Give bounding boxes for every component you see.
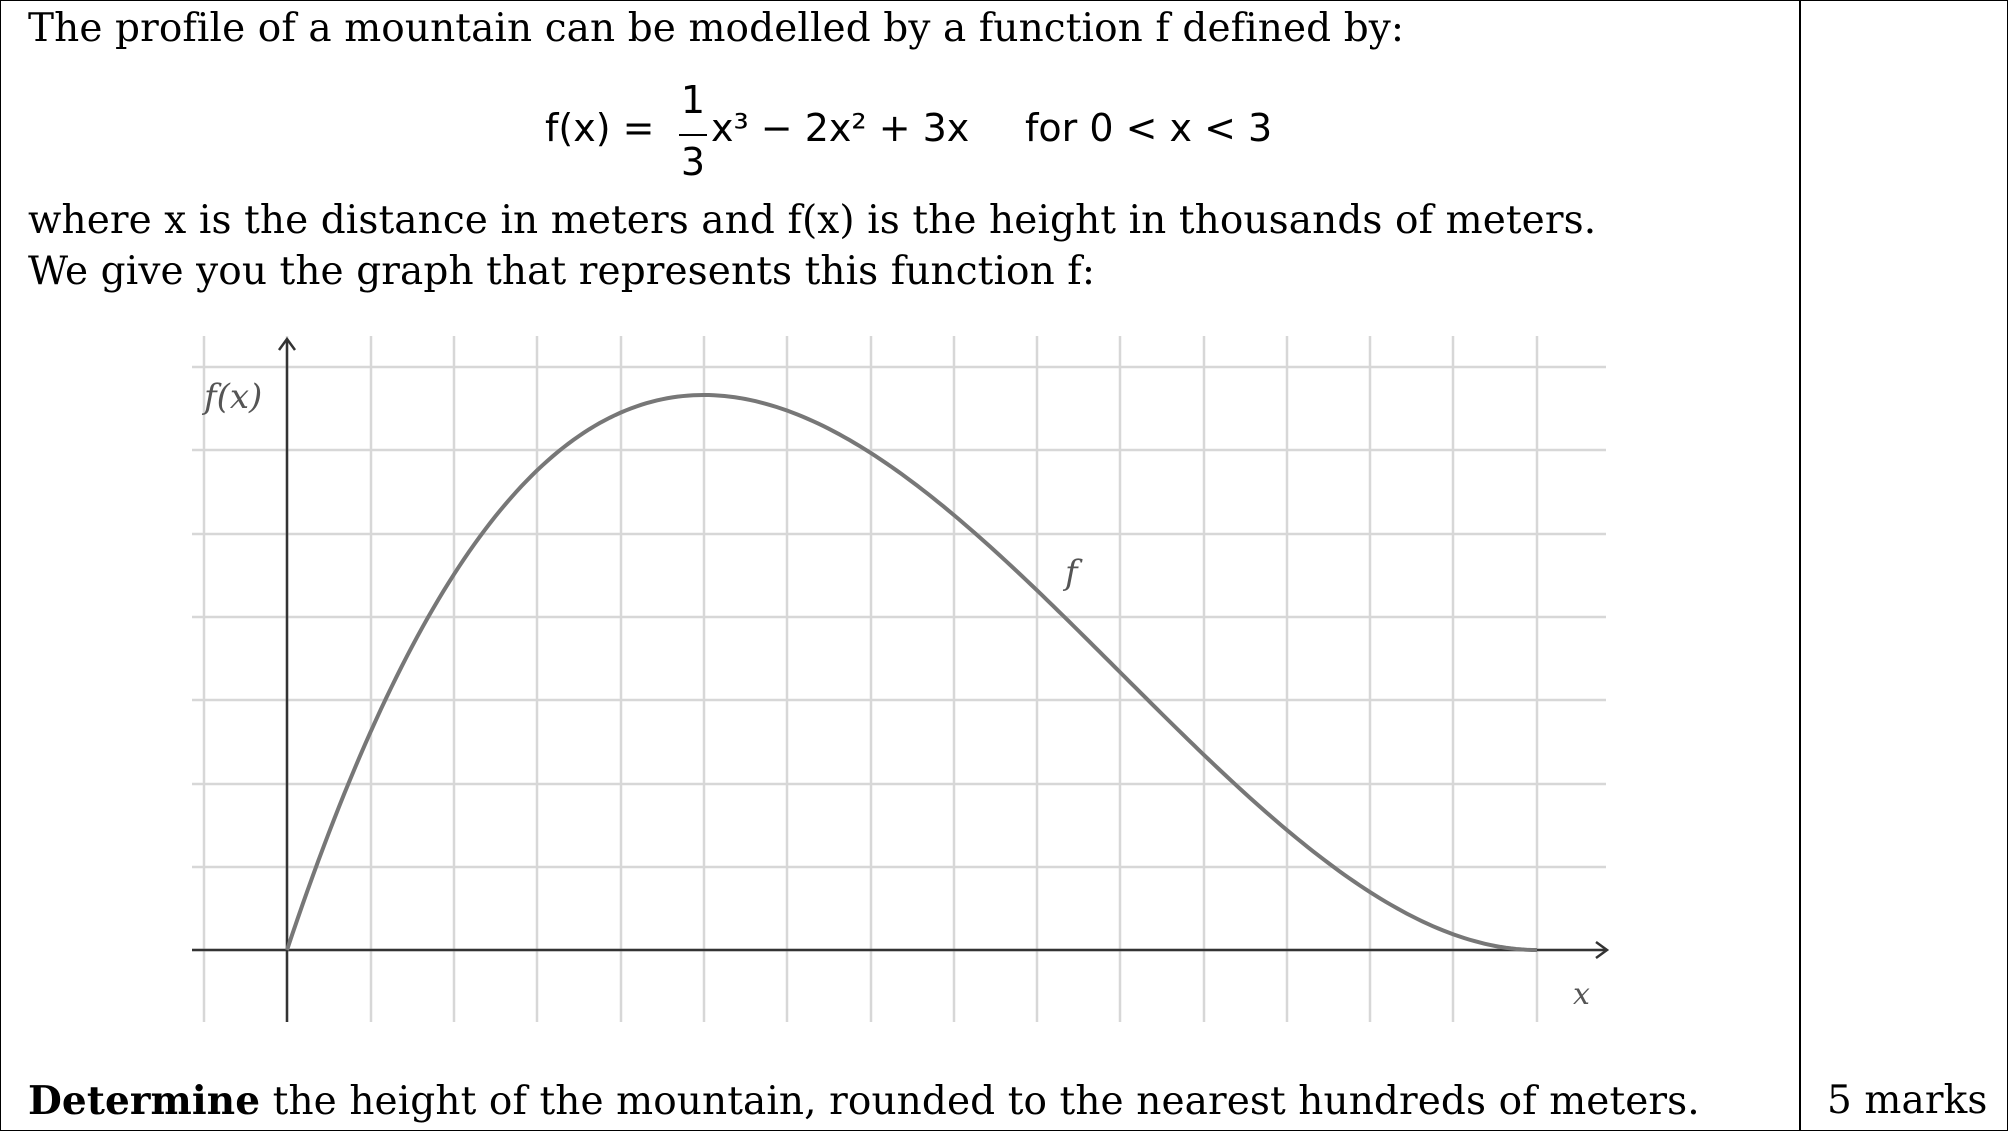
determine-label: Determine [28,1078,261,1124]
determine-text: the height of the mountain, rounded to the nearest hundreds of meters. [272,1079,1700,1124]
y-axis-label: f(x) [204,377,263,417]
formula-terms: x³ − 2x² + 3x [711,106,970,150]
graph-axes [192,339,1607,1022]
formula-domain: for 0 < x < 3 [1025,106,1273,150]
curve-label: f [1065,553,1078,593]
formula-lhs: f(x) = [545,106,655,150]
fraction-denominator: 3 [680,140,706,184]
question-explanation-line-2: We give you the graph that represents this function f: [28,249,1096,294]
determine-instruction [28,1078,1700,1124]
x-axis-label: x [1573,977,1590,1012]
marks-label: 5 marks [1827,1078,1988,1123]
fraction-numerator: 1 [680,78,706,122]
question-intro: The profile of a mountain can be modelled by a function f defined by: [28,6,1405,51]
question-explanation-line-1: where x is the distance in meters and f(x) is the height in thousands of meters. [28,198,1597,243]
graph-grid [192,336,1606,1022]
